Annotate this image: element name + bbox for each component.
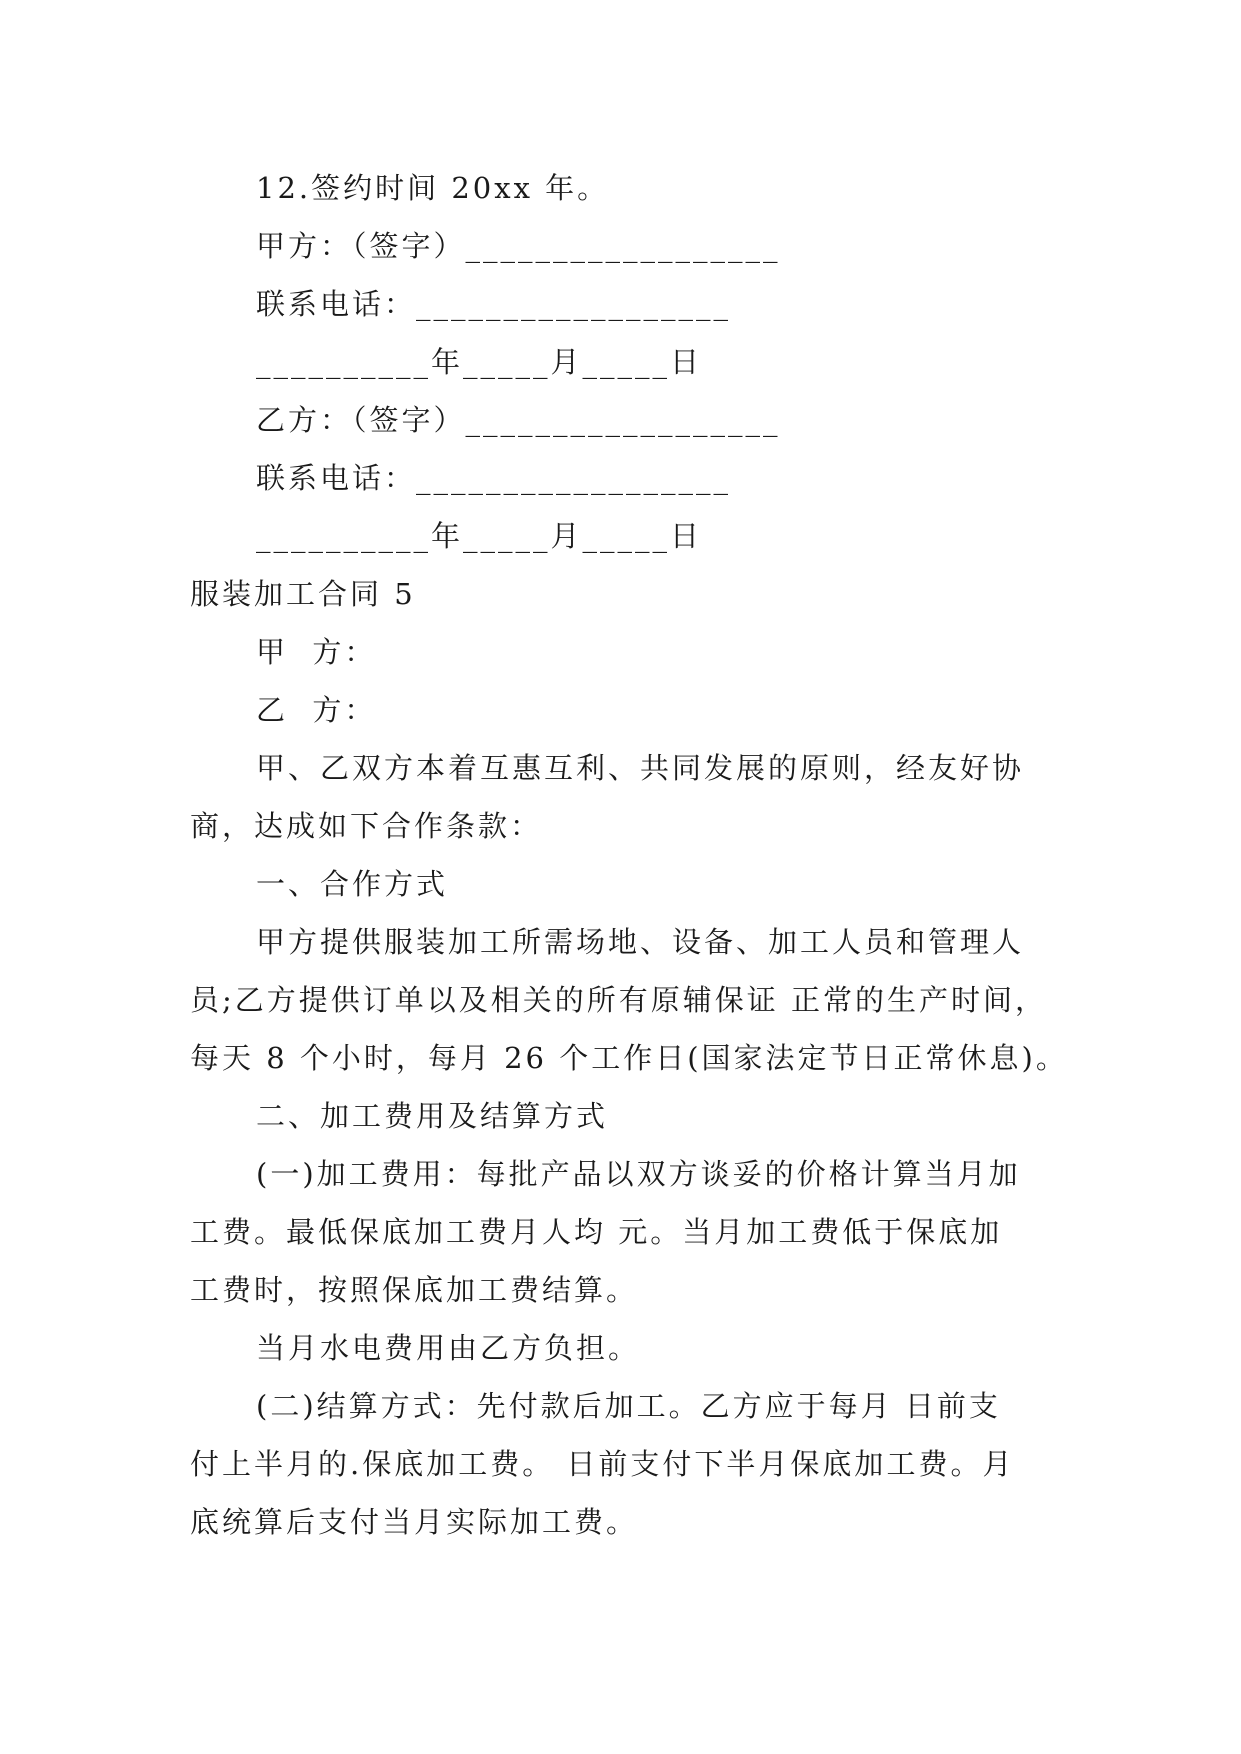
section-1-para-line-1: 甲方提供服装加工所需场地、设备、加工人员和管理人 <box>256 925 1025 959</box>
party-b-label: 乙 方： <box>256 693 377 727</box>
section-2-heading: 二、加工费用及结算方式 <box>256 1099 609 1133</box>
party-a-label: 甲 方： <box>256 635 377 669</box>
settlement-para-line-3: 底统算后支付当月实际加工费。 <box>190 1505 639 1539</box>
party-a-date-line: __________年_____月_____日 <box>256 345 703 379</box>
settlement-para-line-1: (二)结算方式：先付款后加工。乙方应于每月 日前支 <box>256 1389 1001 1423</box>
contract-title: 服装加工合同 5 <box>190 577 416 611</box>
signing-date-line: 12.签约时间 20xx 年。 <box>256 171 610 205</box>
party-b-signature-line: 乙方：（签字）__________________ <box>256 403 781 437</box>
section-1-para-line-3: 每天 8 个小时，每月 26 个工作日(国家法定节日正常休息)。 <box>190 1041 1068 1075</box>
preamble-line-2: 商，达成如下合作条款： <box>190 809 543 843</box>
fee-para-line-1: (一)加工费用：每批产品以双方谈妥的价格计算当月加 <box>256 1157 1021 1191</box>
section-1-para-line-2: 员;乙方提供订单以及相关的所有原辅保证 正常的生产时间， <box>190 983 1047 1017</box>
fee-para-line-2: 工费。最低保底加工费月人均 元。当月加工费低于保底加 <box>190 1215 1003 1249</box>
party-a-phone-line: 联系电话：__________________ <box>256 287 732 321</box>
preamble-line-1: 甲、乙双方本着互惠互利、共同发展的原则，经友好协 <box>256 751 1025 785</box>
party-b-phone-line: 联系电话：__________________ <box>256 461 732 495</box>
party-a-signature-line: 甲方：（签字）__________________ <box>256 229 781 263</box>
section-1-heading: 一、合作方式 <box>256 867 449 901</box>
fee-para-line-3: 工费时，按照保底加工费结算。 <box>190 1273 639 1307</box>
utilities-line: 当月水电费用由乙方负担。 <box>256 1331 641 1365</box>
party-b-date-line: __________年_____月_____日 <box>256 519 703 553</box>
settlement-para-line-2: 付上半月的.保底加工费。 日前支付下半月保底加工费。月 <box>190 1447 1015 1481</box>
